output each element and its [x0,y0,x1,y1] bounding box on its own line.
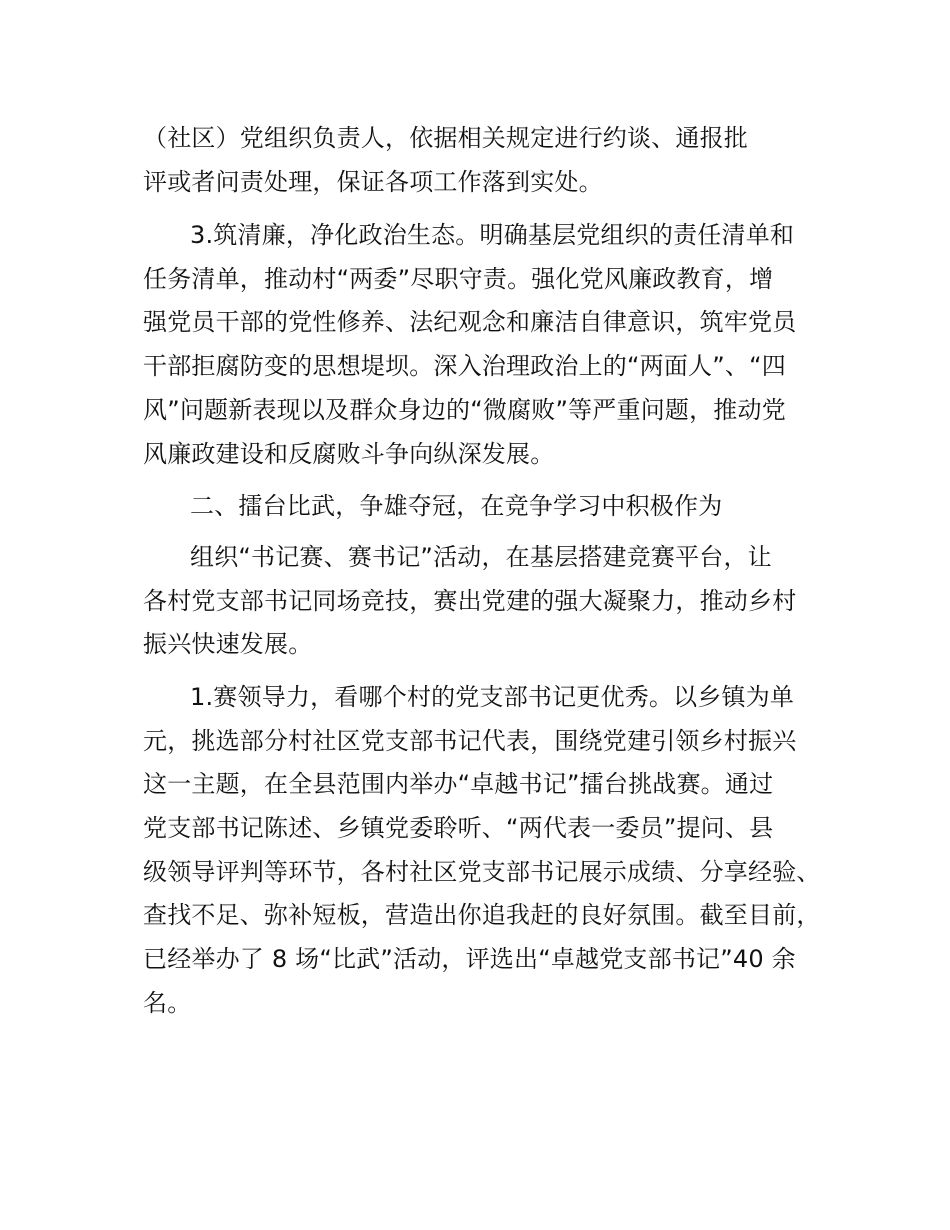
text-line: 干部拒腐防变的思想堤坝。深入治理政治上的“两面人”、“四 [143,352,786,380]
text-line: 振兴快速发展。 [143,630,313,658]
text-line: 3.筑清廉，净化政治生态。明确基层党组织的责任清单和 [190,221,795,249]
text-line: 1.赛领导力，看哪个村的党支部书记更优秀。以乡镇为单 [190,683,795,711]
text-line: 级领导评判等环节，各村社区党支部书记展示成绩、分享经验、 [143,858,821,886]
text-line: 组织“书记赛、赛书记”活动，在基层搭建竞赛平台，让 [190,543,772,571]
text-line: 风廉政建设和反腐败斗争向纵深发展。 [143,440,555,468]
text-line: 已经举办了 8 场“比武”活动，评选出“卓越党支部书记”40 余 [143,945,796,973]
text-line: 查找不足、弥补短板，营造出你追我赶的良好氛围。截至目前， [143,901,821,929]
section-heading: 二、擂台比武，争雄夺冠，在竞争学习中积极作为 [190,492,723,520]
text-line: 名。 [143,989,192,1017]
text-line: 这一主题，在全县范围内举办“卓越书记”擂台挑战赛。通过 [143,770,774,798]
text-line: 元，挑选部分村社区党支部书记代表，围绕党建引领乡村振兴 [143,727,797,755]
text-line: 评或者问责处理，保证各项工作落到实处。 [143,168,603,196]
text-line: 各村党支部书记同场竞技，赛出党建的强大凝聚力，推动乡村 [143,587,797,615]
text-line: （社区）党组织负责人，依据相关规定进行约谈、通报批 [143,124,748,152]
text-line: 党支部书记陈述、乡镇党委聆听、“两代表一委员”提问、县 [143,814,774,842]
text-line: 任务清单，推动村“两委”尽职守责。强化党风廉政教育，增 [143,265,774,293]
text-line: 强党员干部的党性修养、法纪观念和廉洁自律意识，筑牢党员 [143,308,797,336]
text-line: 风”问题新表现以及群众身边的“微腐败”等严重问题，推动党 [143,396,786,424]
